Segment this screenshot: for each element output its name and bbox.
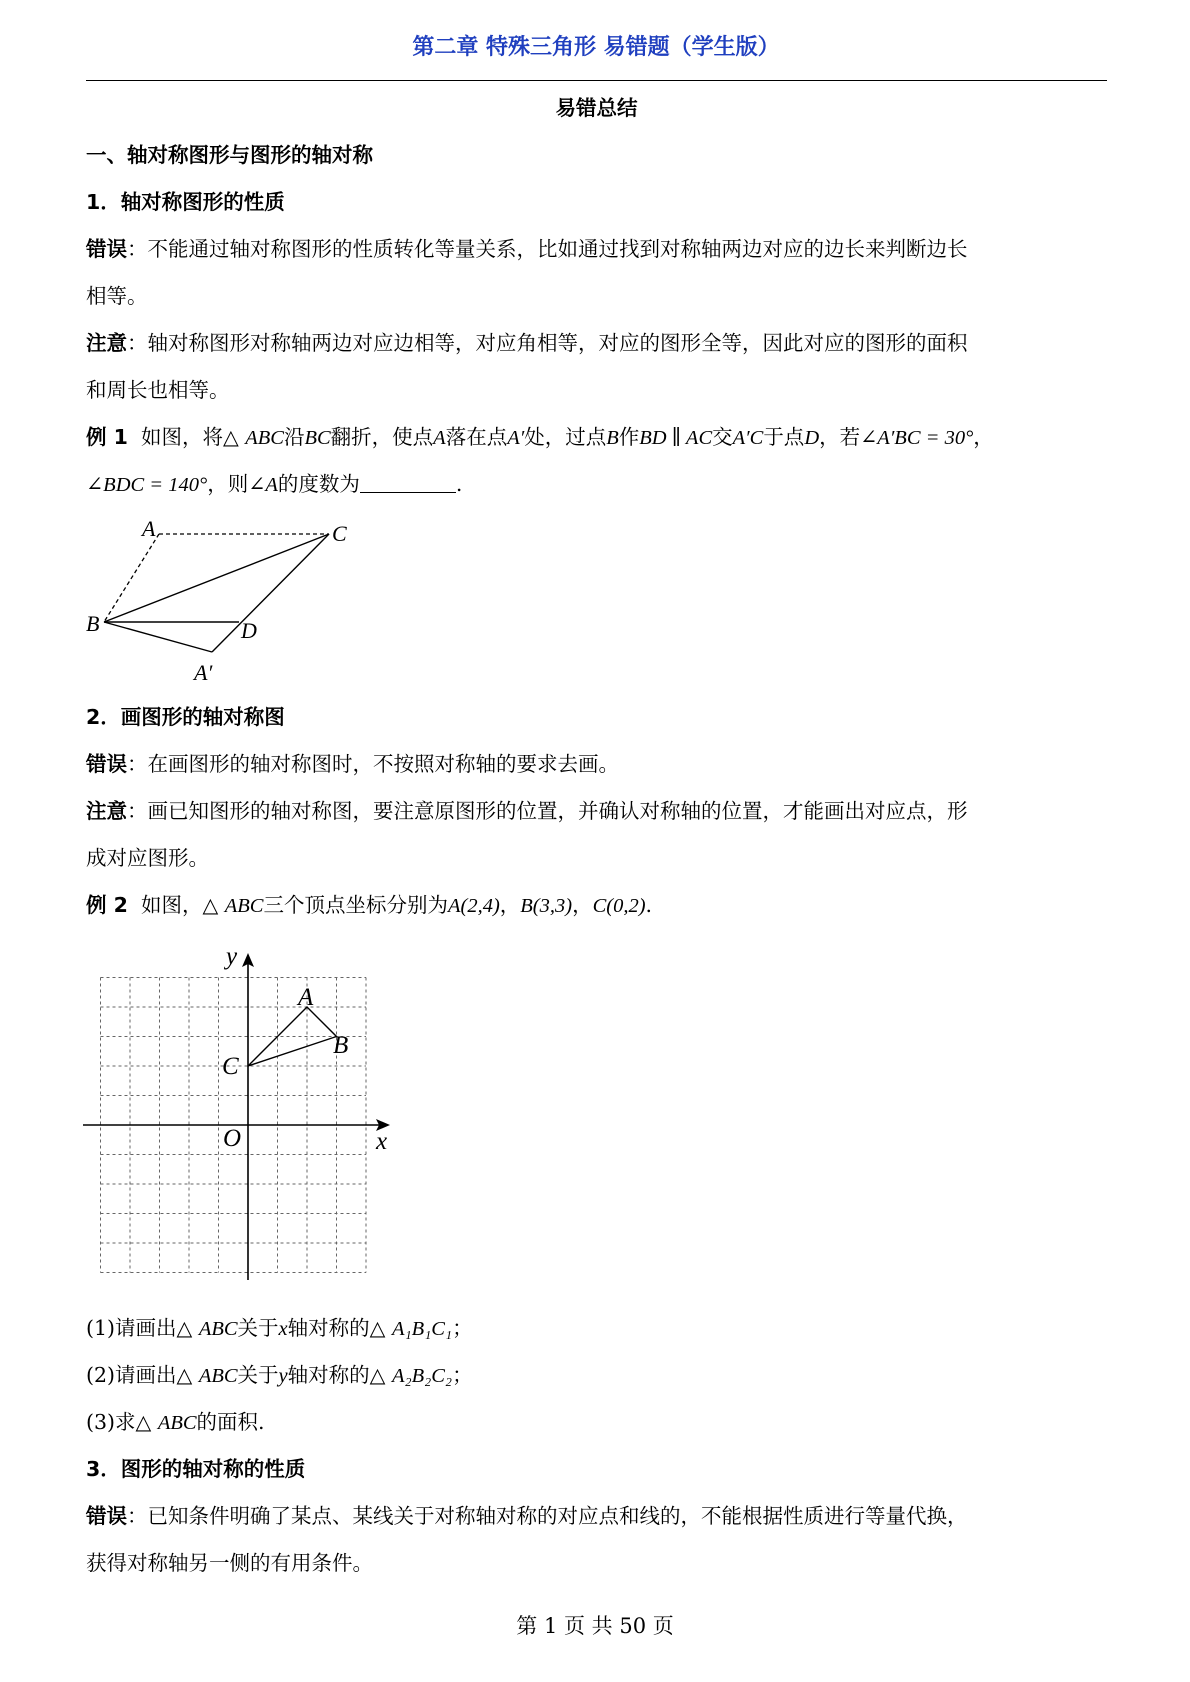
answer-blank [360,472,456,493]
item-1-error-cont: 相等。 [86,284,148,308]
example-2-line: 例 2 如图，△ ABC三个顶点坐标分别为A(2,4)，B(3,3)，C(0,2). [86,893,653,917]
item-1-error [86,226,1107,273]
item-1-note-cont: 和周长也相等。 [86,378,230,402]
item-1-title: 1．轴对称图形的性质 [86,190,285,214]
question-2: (2)请画出△ ABC关于y轴对称的△ A₂B₂C₂； [86,1363,473,1387]
item-2-note-cont: 成对应图形。 [86,846,209,870]
error-label: 错误 [86,1504,127,1528]
example-2-label: 例 2 [86,893,128,917]
header-rule [86,80,1107,81]
section-1-title: 一、轴对称图形与图形的轴对称 [86,143,373,167]
label-A: A [142,516,156,541]
label-B: B [86,611,100,636]
label-y: y [226,943,238,970]
summary-title: 易错总结 [555,96,638,120]
item-3-error: 错误：已知条件明确了某点、某线关于对称轴对称的对应点和线的，不能根据性质进行等量代换， [86,1504,968,1528]
note-label: 注意 [86,799,127,823]
segment-BA-prime [104,622,212,652]
label-D: D [241,618,257,643]
label-x: x [376,1128,388,1155]
label-grid-A: A [298,984,314,1011]
item-2-note: 注意：画已知图形的轴对称图，要注意原图形的位置，并确认对称轴的位置，才能画出对应点，形 [86,799,968,823]
example-1-figure [84,514,374,686]
item-2-error: 错误：在画图形的轴对称图时，不按照对称轴的要求去画。 [86,752,619,776]
item-3-error-cont: 获得对称轴另一侧的有用条件。 [86,1551,373,1575]
error-text: ：不能通过轴对称图形的性质转化等量关系，比如通过找到对称轴两边对应的边长来判断边长 [127,237,968,261]
question-1: (1)请画出△ ABC关于x轴对称的△ A₁B₁C₁； [86,1316,473,1340]
label-A-prime: A′ [194,660,213,685]
item-3-title: 3．图形的轴对称的性质 [86,1457,306,1481]
item-2-title: 2．画图形的轴对称图 [86,705,285,729]
example-1-label: 例 1 [86,425,128,449]
page-header-title: 第二章 特殊三角形 易错题（学生版） [412,35,780,60]
note-text: ：轴对称图形对称轴两边对应边相等，对应角相等，对应的图形全等，因此对应的图形的面积 [127,331,968,355]
error-label: 错误 [86,752,127,776]
example-1-line-1: 例 1 如图，将△ ABC沿BC翻折，使点A落在点A′处，过点B作BD ∥ AC交A′C于点D，若∠A′BC = 30°， [86,425,994,449]
label-grid-C: C [222,1053,239,1080]
label-O: O [223,1125,242,1152]
example-1-line-2: ∠BDC = 140°，则∠A的度数为 . [86,472,463,496]
item-1-note [86,320,1107,367]
segment-BC [104,534,329,622]
label-grid-B: B [333,1032,349,1059]
page-footer: 第 1 页 共 50 页 [516,1614,674,1638]
example-2-grid-figure [80,940,400,1290]
note-label: 注意 [86,331,127,355]
label-C: C [332,521,347,546]
segment-AB [104,534,159,622]
error-label: 错误 [86,237,127,261]
segment-A-prime-C [212,534,329,652]
question-3: (3)求△ ABC的面积. [86,1410,265,1434]
